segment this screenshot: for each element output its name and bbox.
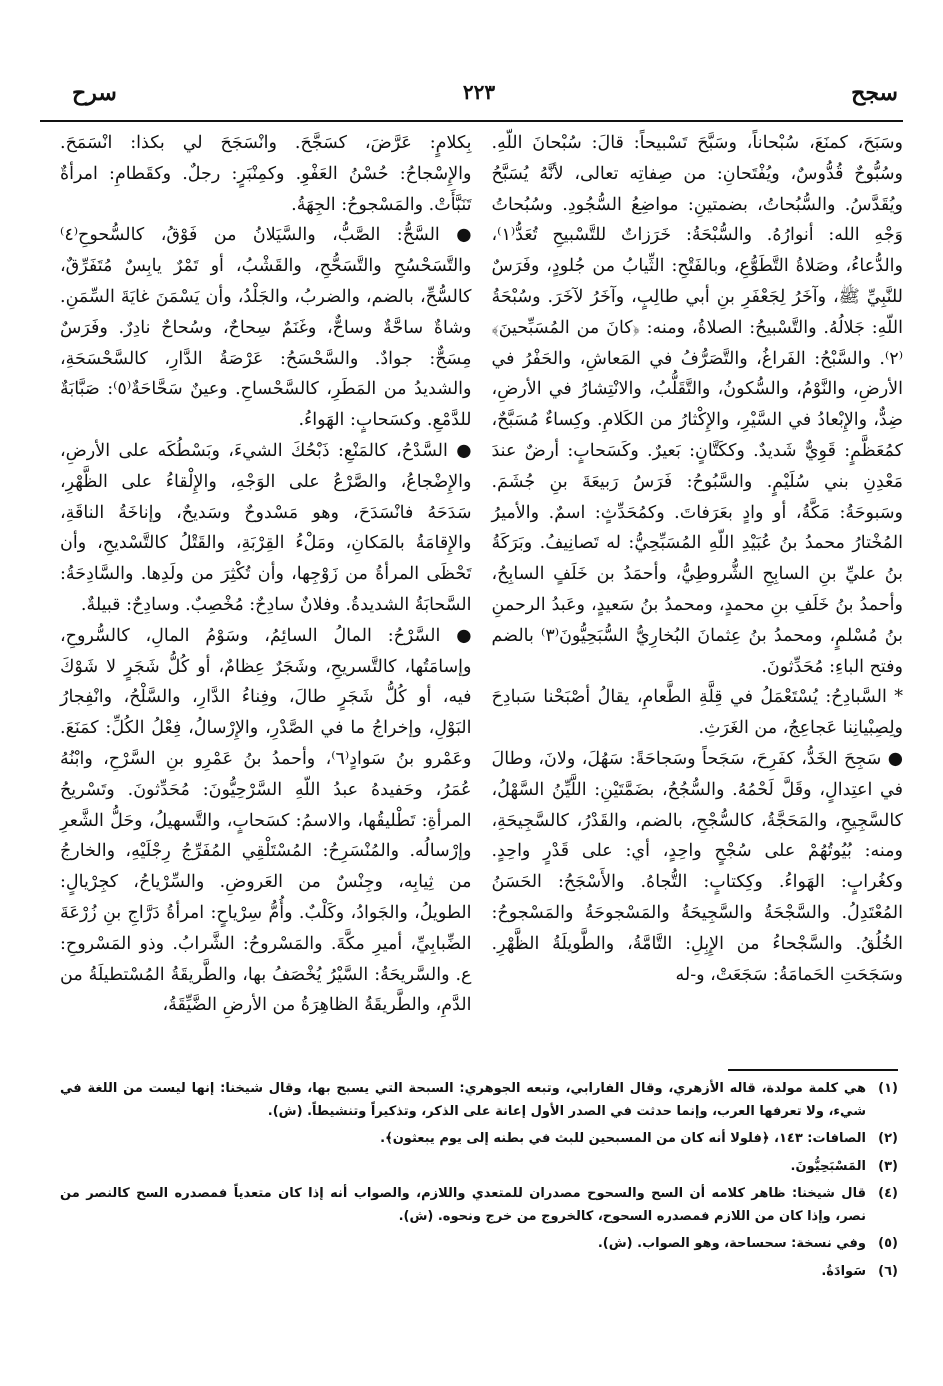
entry-paragraph: * السَّبادِحُ: يُسْتَعْمَلُ في قِلَّةِ الطَّعامِ، يقالُ أصْبَحْنا سَبادِحَ ولِصِبْيانِنا عَجاعِجُ، من الغَرَثِ. [491,687,903,739]
footnote [60,1233,898,1256]
entry-paragraph: ● السَّرْحُ: المالُ السائِمُ، وسَوْمُ المالِ، كالسُّروحِ، وإسامَتُها، كالتَّسريحِ، وشَجَرٌ عِظامٌ، أو كُلُّ شَجَرٍ لا شَوْكَ فيه، أو كُلُّ شَجَرٍ طالَ، وفِناءُ الدَّارِ، والسَّلْحُ، وانْفِجارُ البَوْلِ، وإخراجُ ما في الصَّدْرِ، والإِرْسالُ، فِعْلُ الكُلِّ: كمَنَعَ. وعَمْرو بنُ سَوادٍ⁽٦⁾، وأحمدُ بنُ عَمْرِو بنِ السَّرْحِ، وابْنُهُ عُمَرُ، وحَفيدهُ عبدُ اللّهِ السَّرْحِيُّونَ: مُحَدِّثونَ. وتَسْريحُ المرأةِ: تَطْليقُها، والاسمُ: كسَحابٍ، والتَّسهيلُ، وحَلُّ الشَّعرِ وإرْسالُه. والمُنْسَرِحُ: المُسْتَلْقِي المُفَرِّجُ رِجْلَيْهِ، والخارجُ من ثِيابِه، وجِنْسٌ من العَروضِ. والسِّرْياحُ، كجِرْيالٍ: الطويلُ، والجَوادُ، وكَلْبٌ. وأُمُّ سِرْياحٍ: امرأةُ دَرَّاجِ بنِ زُرْعَةَ الضِّبابِيِّ، أميرِ مكَّةَ. والمَسْروحُ: الشَّرابُ. وذو المَسْروحِ: ع. والسَّريحَةُ: السَّيْرُ يُخْصَفُ بها، والطَّريقَةُ المُسْتطيلَةُ من الدَّمِ، والطَّريقَةُ الظاهِرَةُ من الأرضِ الضَّيِّقَةُ، [60,625,472,1016]
footnote [60,1261,898,1284]
footnote-text: وفي نسخة: سحساحة، وهو الصواب. (ش). [597,1236,866,1251]
footnote-text: الصافات: ١٤٣، ﴿فلولا أنه كان من المسبحين للبث في بطنه إلى يوم يبعثون﴾. [380,1131,866,1146]
header-left-root-word: سرح [72,80,117,106]
footnote-number: (٢) [878,1131,898,1146]
footnote [60,1078,898,1123]
footnote [60,1128,898,1151]
header-right-root-word: سجح [851,80,898,106]
footnote-text: قال شيخنا: ظاهر كلامه أن السح والسحوح مصدران للمتعدي واللازم، والصواب أنه إذا كان متعدياً فمصدره السح كالنصر من نصر، وإذا كان من اللازم فمصدره السحوح، كالخروج من خرج ونحوه. (ش). [60,1186,866,1224]
entry-paragraph: ● السَّحُّ: الصَّبُّ، والسَّيَلانُ من فَوْقُ، كالسُّحوحِ⁽٤⁾ والتَّسَحْسُحِ والتَّسَحُّحِ، والقَشْبُ، أو تَمْرٌ يابِسٌ مُتَفَرِّقٌ، كالسُّحِّ، بالضم، والضربُ، والجَلْدُ، وأن يَسْمَنَ غايَةَ السِّمَنِ. وشاةٌ ساحَّةٌ وساحٌّ، وغَنَمٌ سِحاحٌ، وسُحاحٌ نادِرٌ. وفَرَسٌ مِسَحٌّ: جوادٌ. والسَّحْسَحُ: عَرْصَةُ الدَّارِ، كالسَّحْسَحَةِ، والشديدُ من المَطَرِ، كالسَّحْساحِ. وعينٌ سَحَّاحَةٌ⁽٥⁾: صَبَّابَةٌ للدَّمْعِ. وكسَحابٍ: الهَواءُ. [60,225,472,431]
footnote-number: (١) [878,1081,898,1096]
header-rule [40,120,903,122]
footnote-text: المَسْبَحِيُّونَ. [790,1158,866,1174]
footnotes [60,1078,898,1288]
entry-paragraph: بِكلامٍ: عَرَّضَ، كسَجَّحَ. وانْسَجَحَ لي بكذا: انْسَمَحَ. والإِسْجاحُ: حُسْنُ العَفْوِ. وكمِنْبَرٍ: رجلٌ. وكقَطامِ: امرأةٌ تَنَبَّأَتْ. والمَسْجوحُ: الجِهَةُ. [60,133,472,215]
body-columns [60,128,903,1058]
footnote-number: (٣) [878,1158,898,1174]
entry-paragraph: ● سَجِحَ الخَدُّ، كفَرِحَ، سَجَحاً وسَجاحَةً: سَهُلَ، ولانَ، وطالَ في اعتِدالٍ، وقَلَّ لَحْمُهُ. والسُّجُحُ، بضَمَّتَيْنِ: اللَّيِّنُ السَّهْلُ، كالسَّجِيحِ، والمَحَجَّةُ، كالسُّجْحِ، بالضم، والقَدْرُ، كالسَّجِيحَةِ، ومنه: بُيُوتُهُمْ على سُجْحٍ واحِدٍ، أي: على قَدْرٍ واحِدٍ. وكغُرابٍ: الهَواءُ. وكِكتابٍ: التُّجاهُ. والأَسْجَحُ: الحَسَنُ المُعْتَدِلُ. والسَّجْحَةُ والسَّجِيحَةُ والمَسْجوحَةُ والمَسْجوحُ: الخُلُقُ. والسَّجْحاءُ من الإِبِلِ: التَّامَّةُ، والطَّويلَةُ الظَّهْرِ. وسَجَحَتِ الحَمامَةُ: سَجَعَتْ، و-له [491,748,903,985]
left-column [60,128,472,1058]
footnote [60,1183,898,1228]
footnote-text: سَوادَةُ. [821,1263,866,1279]
footnote-number: (٦) [878,1263,898,1279]
footnote-text: هي كلمة مولدة، قاله الأزهري، وقال الفارابي، وتبعه الجوهري: السبحة التي يسبح بها، وقال شيخنا: إنها ليست من اللغة في شيء، ولا تعرفها العرب، وإنما حدثت في الصدر الأول إعانة على الذكر، وتذكيراً وتنشيطاً. (ش). [60,1081,866,1119]
footnote-number: (٥) [878,1236,898,1251]
footnote-number: (٤) [878,1186,898,1201]
running-head [60,80,898,110]
entry-paragraph: وسَبَحَ، كمنَعَ، سُبْحاناً، وسَبَّحَ تَسْبيحاً: قالَ: سُبْحانَ اللّهِ. وسُبُّوحٌ قُدُّوسٌ، ويُفْتَحانِ: من صِفاتِه تعالى، لأنَّهُ يُسَبَّحُ ويُقَدَّسُ. والسُّبُحاتُ، بضمتينِ: مواضِعُ السُّجُودِ. وسُبُحاتُ وَجْهِ الله: أنوارُهُ. والسُّبْحَةُ: خَرَزاتٌ للتَّسْبيحِ تُعَدُّ⁽١⁾، والدُّعاءُ، وصَلاةُ التَّطَوُّعِ، وبالفَتْحِ: الثِّيابُ من جُلودٍ، وفَرَسٌ للنَّبِيِّ ﷺ، وآخَرُ لِجَعْفَرِ بنِ أبي طالِبٍ، وآخَرُ لآخَرَ. وسُبْحَةُ اللّهِ: جَلالُهُ. والتَّسْبيحُ: الصلاةُ، ومنه: ﴿كانَ من المُسَبِّحينَ﴾⁽٢⁾. والسَّبْحُ: الفَراغُ، والتَّصَرُّفُ في المَعاشِ، والحَفْرُ في الأرضِ، والنَّوْمُ، والسُّكونُ، والتَّقَلُّبُ، والانْتِشارُ في الأرضِ، ضِدٌّ، والإِبْعادُ في السَّيْرِ، والإِكْثارُ من الكَلامِ. وكِساءٌ مُسَبَّحٌ، كمُعَظَّمٍ: قَوِيٌّ شَديدٌ. وككَتَّانٍ: بَعيرٌ. وكَسَحابٍ: أرضٌ عندَ مَعْدِنِ بني سُلَيْمٍ. والسَّبُوحُ: فَرَسُ رَبيعَةَ بنِ جُشَمَ. وسَبوحَةُ: مَكَّةُ، أو وادٍ بعَرَفاتَ. وكمُحَدِّثٍ: اسمٌ. والأميرُ المُخْتارُ محمدُ بنُ عُبَيْدِ اللّهِ المُسَبِّحِيُّ: له تَصانِيفُ. وبَرَكَةُ بنُ عليِّ بنِ السابِحِ الشُّروطِيُّ، وأحمَدُ بن خَلَفٍ السابِحُ، وأحمدُ بنُ خَلَفِ بنِ محمدٍ، ومحمدُ بنُ سَعيدٍ، وعَبدُ الرحمنِ بنُ مُسْلمٍ، ومحمدُ بنُ عِثمانَ البُخارِيُّ السُّبَحِيُّونَ⁽٣⁾ بالضم وفتح الباءِ: مُحَدِّثونَ. [491,133,903,677]
entry-paragraph: ● السَّدْحُ، كالمَنْعِ: ذَبْحُكَ الشيءَ، وبَسْطُكَه على الأرضِ، والإِضْجاعُ، والصَّرْعُ على الوَجْهِ، والإِلْقاءُ على الظَّهْرِ، سَدَحَهُ فانْسَدَحَ، وهو مَسْدوحٌ وسَديحٌ، وإناخَةُ الناقَةِ، والإِقامَةُ بالمَكانِ، ومَلْءُ القِرْبَةِ، والقَتْلُ كالتَّسْديحِ، وأن تَحْظَى المرأةُ من زَوْجِها، وأن تُكْثِرَ من ولَدِها. والسَّادِحَةُ: السَّحابَةُ الشديدةُ. وفلانٌ سادِحٌ: مُخْصِبٌ. وسادِحٌ: قبيلةٌ. [60,440,472,615]
page-number: ٢٢٣ [462,80,496,104]
footnote-rule [728,1069,898,1071]
footnote [60,1156,898,1179]
right-column [492,128,904,1058]
